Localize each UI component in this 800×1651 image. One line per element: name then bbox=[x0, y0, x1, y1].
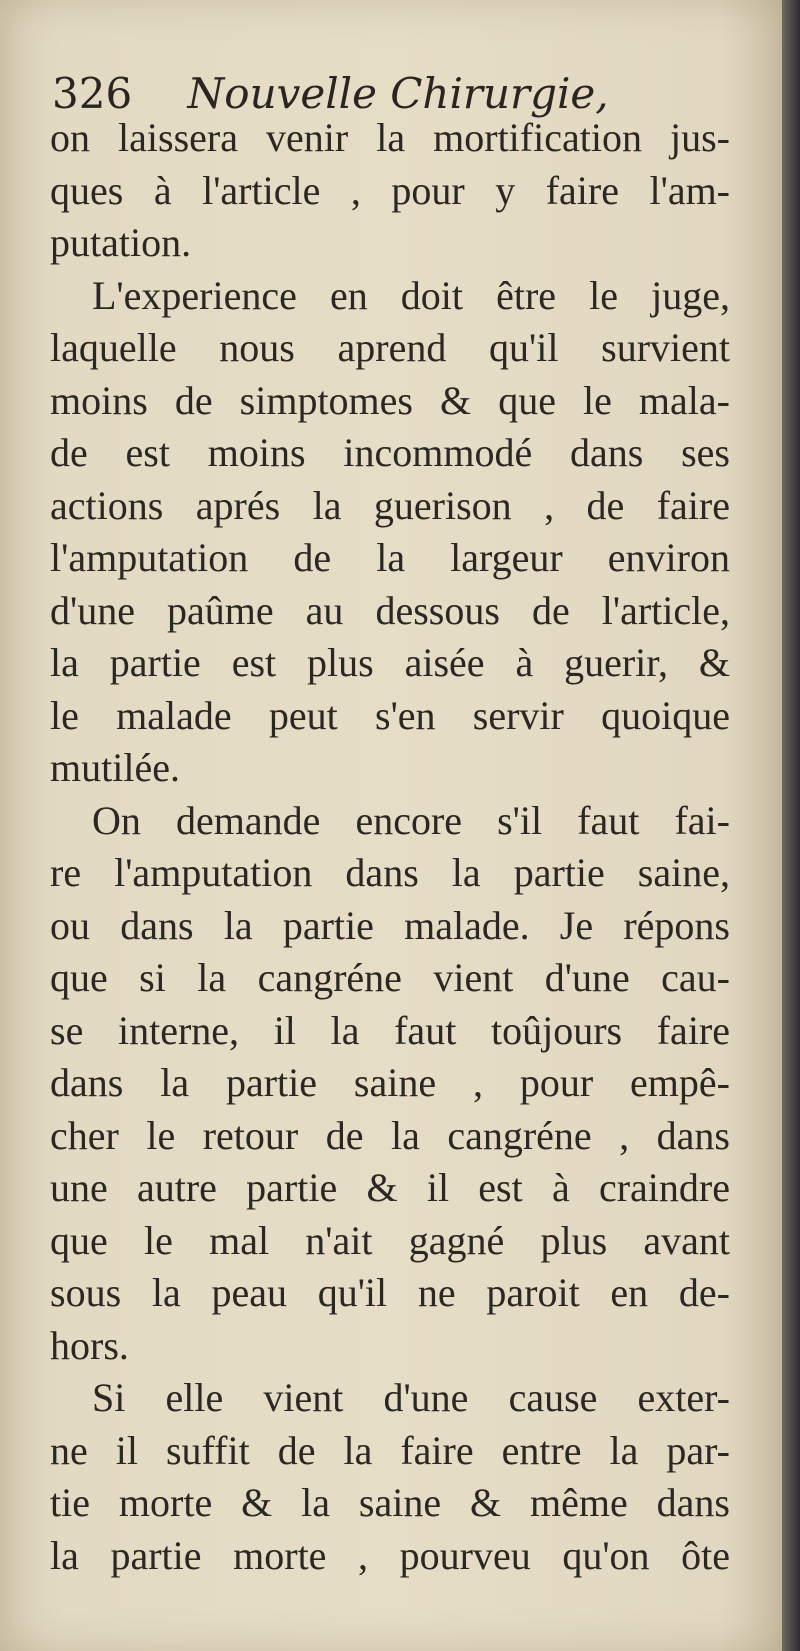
text-line: de est moins incommodé dans ses bbox=[50, 430, 730, 475]
text-line: que si la cangréne vient d'une cau- bbox=[50, 955, 730, 1000]
text-line: re l'amputation dans la partie saine, bbox=[50, 850, 730, 895]
running-title: Nouvelle Chirurgie, bbox=[187, 69, 609, 118]
body-text bbox=[50, 112, 730, 1582]
text-line: moins de simptomes & que le mala- bbox=[50, 377, 730, 423]
text-line: cher le retour de la cangréne , dans bbox=[50, 1112, 730, 1158]
text-line: mutilée. bbox=[50, 745, 180, 790]
text-line: ne il suffit de la faire entre la par- bbox=[50, 1427, 730, 1473]
text-line: sous la peau qu'il ne paroit en de- bbox=[50, 1270, 730, 1315]
text-line: se interne, il la faut toûjours faire bbox=[50, 1007, 730, 1053]
text-line: l'amputation de la largeur environ bbox=[50, 535, 730, 580]
text-line: hors. bbox=[50, 1322, 129, 1368]
text-line: que le mal n'ait gagné plus avant bbox=[50, 1217, 730, 1263]
page-edge bbox=[782, 0, 800, 1651]
text-line: actions aprés la guerison , de faire bbox=[50, 482, 730, 528]
text-line: la partie morte , pourveu qu'on ôte bbox=[50, 1532, 730, 1578]
text-line: on laissera venir la mortification jus- bbox=[50, 115, 730, 160]
paragraph-start-line: On demande encore s'il faut fai- bbox=[92, 797, 730, 843]
text-line: ques à l'article , pour y faire l'am- bbox=[50, 167, 730, 213]
page-number: 326 bbox=[52, 69, 133, 118]
text-line: le malade peut s'en servir quoique bbox=[50, 692, 730, 738]
text-line: une autre partie & il est à craindre bbox=[50, 1165, 730, 1210]
paragraph-start-line: L'experience en doit être le juge, bbox=[92, 272, 730, 318]
text-line: dans la partie saine , pour empê- bbox=[50, 1060, 730, 1105]
paragraph-start-line: Si elle vient d'une cause exter- bbox=[92, 1375, 730, 1420]
text-line: d'une paûme au dessous de l'article, bbox=[50, 587, 730, 633]
text-line: putation. bbox=[50, 220, 192, 265]
text-line: ou dans la partie malade. Je répons bbox=[50, 902, 730, 948]
text-line: laquelle nous aprend qu'il survient bbox=[50, 325, 730, 370]
text-line: la partie est plus aisée à guerir, & bbox=[50, 640, 730, 685]
page-header bbox=[52, 70, 609, 118]
text-line: tie morte & la saine & même dans bbox=[50, 1480, 730, 1525]
